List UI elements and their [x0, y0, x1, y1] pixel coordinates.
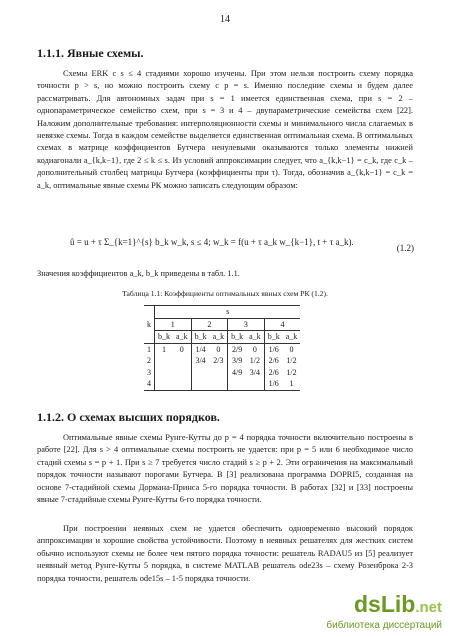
table-subheader: a_k — [246, 331, 264, 344]
table-s-value: 4 — [264, 318, 300, 331]
page-number: 14 — [220, 14, 230, 25]
table-cell — [210, 367, 228, 379]
table-cell: 2 — [147, 356, 151, 366]
table-cell: 1/6 — [264, 378, 283, 390]
paragraph-explicit-schemes: Схемы ERK с s ≤ 4 стадиями хорошо изучены. При этом нельзя построить схему порядка точности p > s, но можно построить схему с p = s. Именно последние схемы и будем далее рассматривать. Для автономных задач при s = 1 имеется единственная схема, при s = 2 – однопараметрическое семейство схем, при s = 3 и 4 – двупараметрические семейства схем [22]. Наложим дополнительные требования: интерполяционности схемы и минимального числа слагаемых в невязке схемы. Тогда в каждом семействе выделяется единственная оптимальная схема. В оптимальных схемах в матрице коэффициентов Бутчера ненулевыми оказываются только элементы нижней кодиагонали a_{k,k−1}, где 2 ≤ k ≤ s. Из условий аппроксимации следует, что a_{k,k−1} = c_k, где c_k – дополнительный столбец матрицы Бутчера (коэффициенты при τ). Тогда, обозначив a_{k,k−1} = c_k = a_k, оптимальные явные схемы РК можно записать следующим образом: — [37, 69, 413, 190]
table-cell — [155, 378, 174, 390]
table-cell — [155, 355, 174, 367]
watermark-logo: dsLib.net — [353, 591, 442, 617]
table-cell: 3/9 — [228, 355, 247, 367]
table-cell — [173, 355, 191, 367]
table-row — [144, 378, 300, 390]
watermark-subtitle: библиотека диссертаций — [326, 620, 442, 631]
coefficients-table — [144, 305, 300, 391]
table-cell: 0 — [252, 344, 257, 354]
table-s-value: 2 — [191, 318, 228, 331]
table-s-value: 1 — [155, 318, 192, 331]
table-subheader: a_k — [283, 331, 301, 344]
table-cell — [228, 378, 247, 390]
table-cell: 1 — [147, 344, 151, 354]
table-cell: 2/6 — [264, 355, 283, 367]
table-cell: 0 — [179, 344, 184, 354]
watermark — [326, 592, 442, 631]
table-cell: 1/2 — [286, 367, 297, 377]
table-cell: 1/6 — [264, 343, 283, 355]
table-cell — [191, 378, 210, 390]
table-s-header: s — [155, 306, 301, 319]
table-cell: 2/3 — [213, 356, 224, 366]
table-subheader: b_k — [264, 331, 283, 344]
paragraph-implicit-schemes: При построении неявных схем не удается обеспечить одновременно высокий порядок аппроксимации и хорошие свойства устойчивости. Поэтому в неявных решателях для жестких систем обычно используют схемы не более чем пятого порядка точности: решатель RADAU5 из [5] реализует неявный метод Рунге-Кутты 5 порядка, в системе MATLAB решатель ode23s – схему Розенброка 2-3 порядка точности, решатель ode15s – 1-5 порядка точности. — [37, 524, 413, 583]
section-heading-higher-order: 1.1.2. О схемах высших порядков. — [37, 410, 220, 424]
table-cell — [155, 367, 174, 379]
table-cell — [210, 378, 228, 390]
table-cell: 4 — [144, 378, 155, 390]
table-cell: 3/4 — [249, 367, 261, 377]
paragraph-higher-order: Оптимальные явные схемы Рунге-Кутты до p = 4 порядка точности включительно построены в работе [22]. Для s > 4 оптимальные схемы построить не удается: при p = 5 или 6 необходимое число стадий схемы s = p + 1. При s ≥ 7 требуется число стадий s ≥ p + 2. Эти ограничения на максимальный порядок точности называют порогами Бутчера. В [3] реализована программа DOPRI5, созданная на основе 7-стадийной схемы Дормана-Принса 5-го порядка точности. В работах [32] и [33] построены явные 7-стадийные схемы Рунге-Кутты 6-го порядка точности. — [37, 433, 413, 505]
table-cell — [191, 367, 210, 379]
table-cell: 3 — [147, 367, 151, 377]
section-heading-explicit-schemes: 1.1.1. Явные схемы. — [37, 46, 144, 60]
table-subheader: b_k — [191, 331, 210, 344]
table-k-header: k — [147, 319, 151, 329]
table-cell: 0 — [289, 344, 294, 354]
table-row — [144, 367, 300, 379]
table-cell: 1 — [155, 343, 174, 355]
table-row — [144, 355, 300, 367]
equation-number: (1.2) — [396, 243, 414, 253]
table-subheader: a_k — [173, 331, 191, 344]
table-subheader: a_k — [210, 331, 228, 344]
table-cell: 1/2 — [286, 356, 297, 366]
table-cell: 1/4 — [191, 343, 210, 355]
table-s-value: 3 — [228, 318, 265, 331]
table-subheader: b_k — [228, 331, 247, 344]
table-cell — [246, 378, 264, 390]
table-cell: 0 — [216, 344, 221, 354]
table-subheader: b_k — [155, 331, 174, 344]
equation-1-2 — [70, 237, 414, 253]
table-cell: 4/9 — [228, 367, 247, 379]
table-cell — [173, 378, 191, 390]
table-cell: 1 — [283, 378, 301, 390]
table-cell: 3/4 — [191, 355, 210, 367]
table-cell: 2/9 — [228, 343, 247, 355]
table-cell — [173, 367, 191, 379]
table-row — [144, 343, 300, 355]
paragraph-coef-reference: Значения коэффициентов a_k, b_k приведены в табл. 1.1. — [37, 269, 240, 278]
table-cell: 2/6 — [264, 367, 283, 379]
table-caption: Таблица 1.1: Коэффициенты оптимальных явных схем РК (1.2). — [122, 289, 328, 298]
table-cell: 1/2 — [249, 356, 261, 366]
equation-body: û = u + τ Σ_{k=1}^{s} b_k w_k, s ≤ 4; w_k = f(u + τ a_k w_{k−1}, t + τ a_k). — [70, 237, 354, 247]
